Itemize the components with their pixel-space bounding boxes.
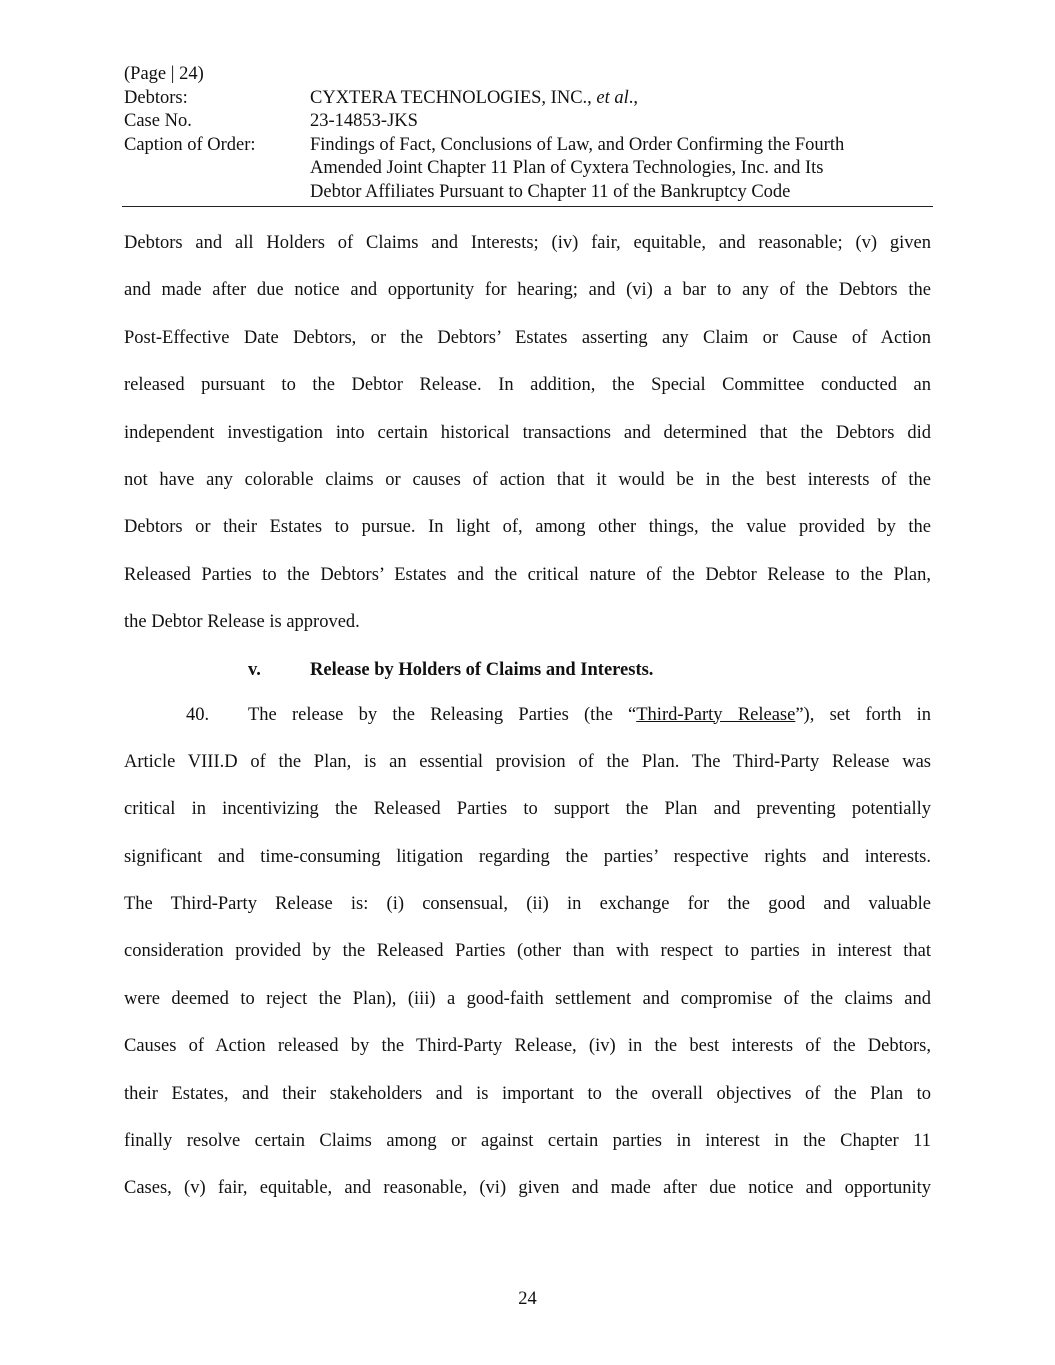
debtors-label: Debtors: (124, 87, 188, 108)
body-line: independent investigation into certain historical transactions and determined that the Debtors did (124, 422, 931, 443)
body-line: Debtors or their Estates to pursue. In light of, among other things, the value provided by the (124, 517, 931, 538)
case-number-row (124, 110, 932, 134)
debtors-value-tail: ., (628, 87, 639, 108)
body-line: Debtors and all Holders of Claims and Interests; (iv) fair, equitable, and reasonable; (v) given (124, 233, 931, 253)
body-line: released pursuant to the Debtor Release. In addition, the Special Committee conducted an (124, 375, 931, 396)
case-number-label: Case No. (124, 111, 192, 131)
body-line: The Third-Party Release is: (i) consensual, (ii) in exchange for the good and valuable (124, 894, 931, 915)
body-line: and made after due notice and opportunity for hearing; and (vi) a bar to any of the Debtors the (124, 280, 931, 301)
caption-line: Findings of Fact, Conclusions of Law, and Order Confirming the Fourth (310, 134, 845, 155)
body-line: significant and time-consuming litigation regarding the parties’ respective rights and interests. (124, 846, 931, 867)
debtors-value (310, 87, 932, 111)
case-number-value: 23-14853-JKS (310, 111, 418, 131)
para2-first-post: ”), set forth in (795, 704, 931, 725)
debtors-value-main: CYXTERA TECHNOLOGIES, INC., (310, 87, 597, 108)
caption-header (124, 63, 932, 204)
caption-row (124, 134, 932, 205)
caption-value (310, 134, 932, 205)
caption-label: Caption of Order: (124, 134, 256, 155)
order-body (124, 231, 931, 1224)
paragraph-40-first-line (124, 703, 931, 750)
body-line: not have any colorable claims or causes of action that it would be in the best interests of the (124, 469, 931, 490)
paragraph-number: 40. (186, 704, 210, 725)
defined-term-third-party-release: Third-Party Release (636, 704, 796, 725)
body-line: critical in incentivizing the Released Parties to support the Plan and preventing potentially (124, 799, 931, 820)
debtors-row (124, 87, 932, 111)
body-line: Causes of Action released by the Third-Party Release, (iv) in the best interests of the Debtors, (124, 1036, 931, 1057)
body-line: Cases, (v) fair, equitable, and reasonable, (vi) given and made after due notice and opportunity (124, 1178, 931, 1199)
body-line: consideration provided by the Released Parties (other than with respect to parties in interest that (124, 941, 931, 962)
body-line: Released Parties to the Debtors’ Estates and the critical nature of the Debtor Release to the Plan, (124, 564, 931, 585)
body-line: were deemed to reject the Plan), (iii) a good-faith settlement and compromise of the claims and (124, 988, 931, 1009)
body-line: their Estates, and their stakeholders and is important to the overall objectives of the Plan to (124, 1083, 931, 1104)
debtors-value-et-al: et al (596, 87, 629, 108)
header-divider (122, 206, 933, 207)
body-line: Article VIII.D of the Plan, is an essential provision of the Plan. The Third-Party Release was (124, 751, 931, 772)
para2-first-pre: The release by the Releasing Parties (the “ (248, 704, 637, 725)
section-title: Release by Holders of Claims and Interests. (310, 659, 654, 680)
body-line: the Debtor Release is approved. (124, 612, 360, 633)
page-number: 24 (518, 1289, 537, 1309)
page-reference: (Page | 24) (124, 64, 204, 84)
page-reference-row (124, 63, 932, 87)
caption-line: Amended Joint Chapter 11 Plan of Cyxtera Technologies, Inc. and Its (310, 158, 824, 178)
section-number: v. (248, 659, 261, 680)
body-line: Post-Effective Date Debtors, or the Debtors’ Estates asserting any Claim or Cause of Action (124, 327, 931, 348)
section-heading (124, 658, 931, 703)
caption-line: Debtor Affiliates Pursuant to Chapter 11 of the Bankruptcy Code (310, 181, 791, 202)
body-line: finally resolve certain Claims among or against certain parties in interest in the Chapter 11 (124, 1131, 931, 1152)
